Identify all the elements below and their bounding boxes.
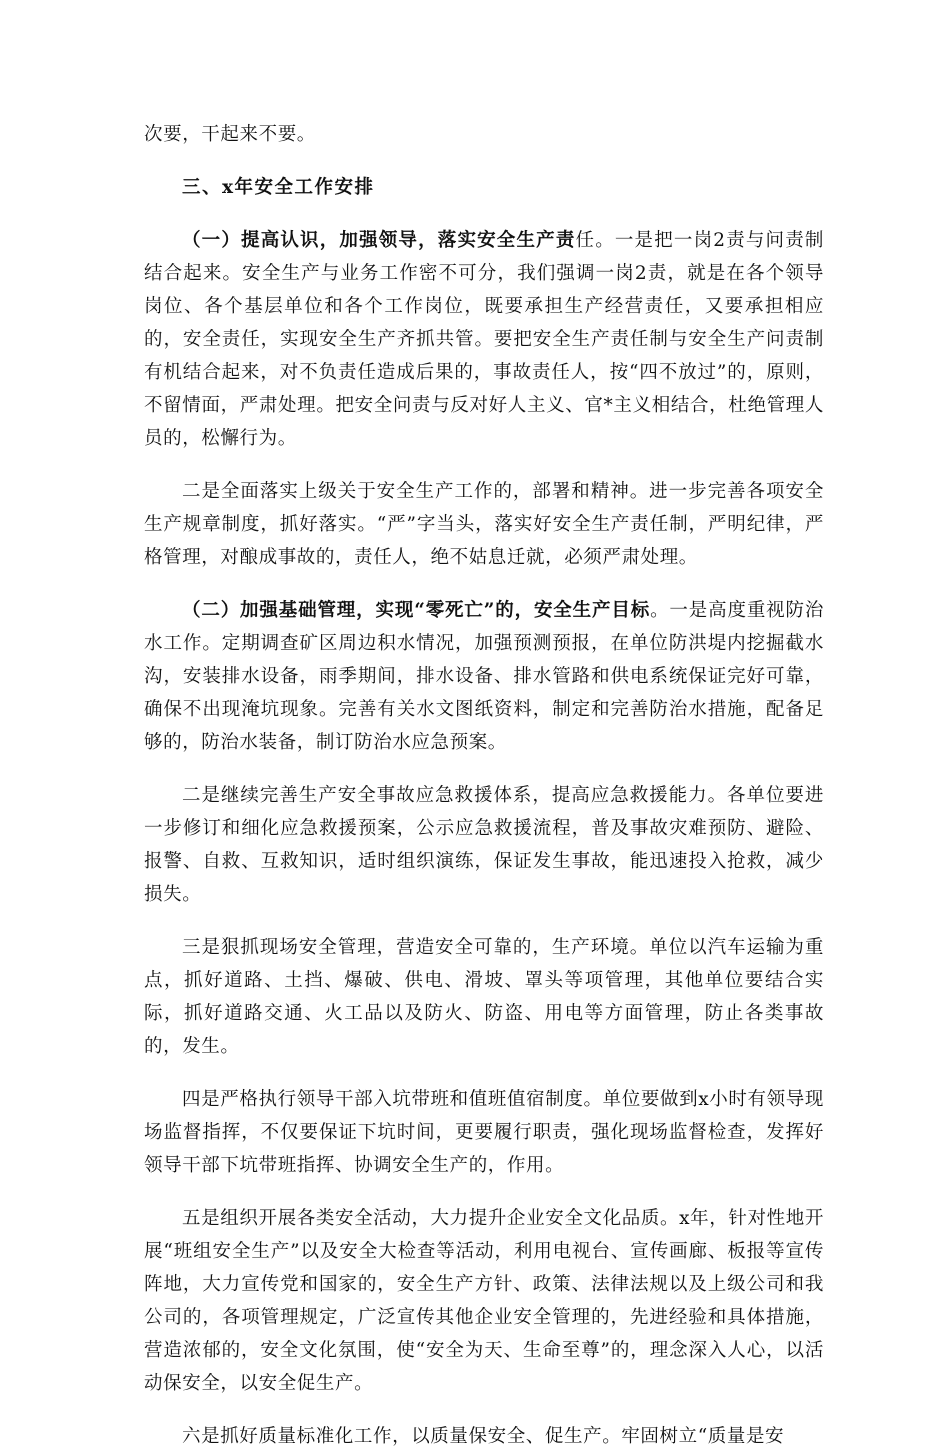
subsection-1-lead: （一）提高认识，加强领导，落实安全生产责 xyxy=(182,230,576,251)
subsection-2-text: 。一是高度重视防治水工作。定期调查矿区周边积水情况，加强预测预报，在单位防洪堤内挖掘截水沟，安装排水设备，雨季期间，排水设备、排水管路和供电系统保证完好可靠，确保不出现淹坑现象。完善有关水文图纸资料，制定和完善防治水措施，配备足够的，防治水装备，制订防治水应急预案。 xyxy=(144,600,824,753)
subsection-2-lead: （二）加强基础管理，实现“零死亡”的，安全生产目标 xyxy=(182,600,651,621)
subsection-1-text: 任。一是把一岗2责与问责制结合起来。安全生产与业务工作密不可分，我们强调一岗2责，就是在各个领导岗位、各个基层单位和各个工作岗位，既要承担生产经营责任，又要承担相应的，安全责任，实现安全生产齐抓共管。要把安全生产责任制与安全生产问责制有机结合起来，对不负责任造成后果的，事故责任人，按“四不放过”的，原则，不留情面，严肃处理。把安全问责与反对好人主义、官*主义相结合，杜绝管理人员的，松懈行为。 xyxy=(144,230,824,449)
paragraph-2-2: 二是继续完善生产安全事故应急救援体系，提高应急救援能力。各单位要进一步修订和细化应急救援预案，公示应急救援流程，普及事故灾难预防、避险、报警、自救、互救知识，适时组织演练，保证发生事故，能迅速投入抢救，减少损失。 xyxy=(144,785,824,905)
section-title: 三、x年安全工作安排 xyxy=(182,177,375,198)
paragraph-1-2: 二是全面落实上级关于安全生产工作的，部署和精神。进一步完善各项安全生产规章制度，抓好落实。“严”字当头，落实好安全生产责任制，严明纪律，严格管理，对酿成事故的，责任人，绝不姑息迁就，必须严肃处理。 xyxy=(144,481,824,568)
continuation-text: 次要，干起来不要。 xyxy=(144,124,316,145)
paragraph-2-4: 四是严格执行领导干部入坑带班和值班值宿制度。单位要做到x小时有领导现场监督指挥，不仅要保证下坑时间，更要履行职责，强化现场监督检查，发挥好领导干部下坑带班指挥、协调安全生产的，作用。 xyxy=(144,1089,824,1176)
paragraph-2-3: 三是狠抓现场安全管理，营造安全可靠的，生产环境。单位以汽车运输为重点，抓好道路、土挡、爆破、供电、滑坡、罩头等项管理，其他单位要结合实际，抓好道路交通、火工品以及防火、防盗、用电等方面管理，防止各类事故的，发生。 xyxy=(144,937,824,1057)
paragraph-2-6: 六是抓好质量标准化工作，以质量保安全、促生产。牢固树立“质量是安 xyxy=(182,1426,785,1447)
subsection-2-paragraph xyxy=(144,594,824,759)
document-page xyxy=(144,118,824,1453)
subsection-1-paragraph xyxy=(144,224,824,455)
paragraph-2-5: 五是组织开展各类安全活动，大力提升企业安全文化品质。x年，针对性地开展“班组安全生产”以及安全大检查等活动，利用电视台、宣传画廊、板报等宣传阵地，大力宣传党和国家的，安全生产方针、政策、法律法规以及上级公司和我公司的，各项管理规定，广泛宣传其他企业安全管理的，先进经验和具体措施，营造浓郁的，安全文化氛围，使“安全为天、生命至尊”的，理念深入人心，以活动保安全，以安全促生产。 xyxy=(144,1208,824,1394)
